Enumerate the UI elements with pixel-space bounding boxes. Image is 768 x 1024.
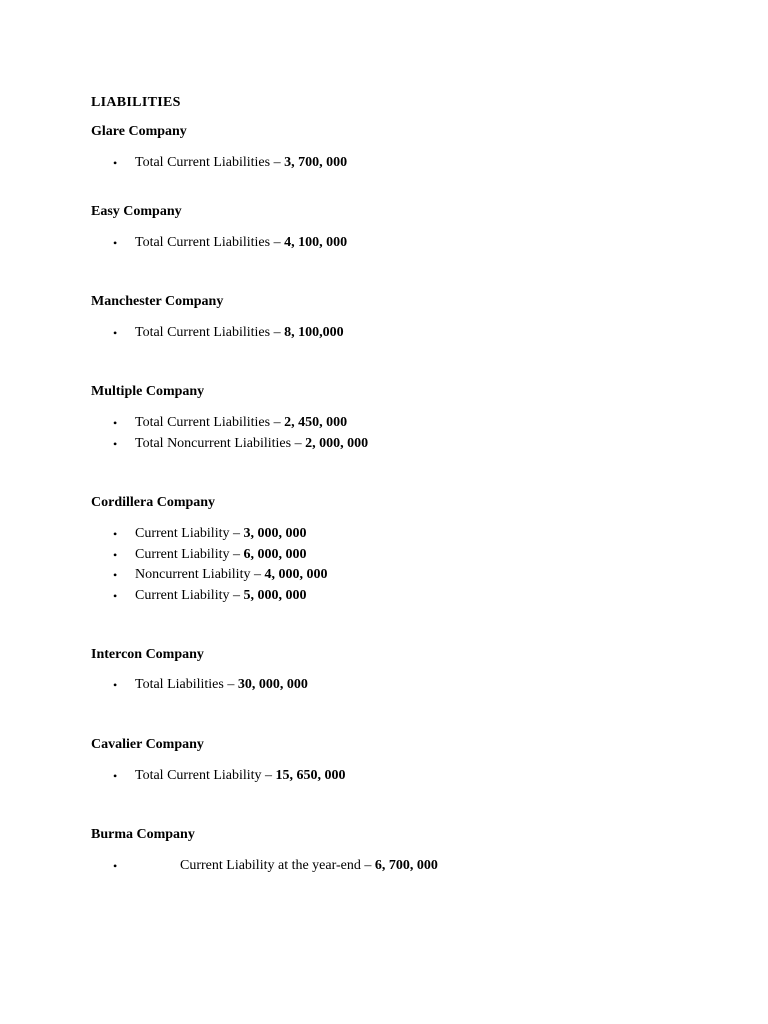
item-label: Total Current Liabilities – — [135, 325, 285, 340]
company-heading-cordillera: Cordillera Company — [91, 495, 216, 510]
bullet-icon: • — [113, 156, 118, 170]
item-label: Total Current Liabilities – — [135, 155, 285, 170]
item-value: 2, 000, 000 — [305, 435, 369, 451]
item-text — [135, 526, 306, 542]
item-value: 3, 700, 000 — [284, 155, 348, 170]
bullet-icon: • — [113, 236, 118, 250]
item-label: Current Liability – — [135, 526, 244, 541]
item-value: 4, 100, 000 — [284, 235, 348, 250]
bullet-icon: • — [113, 326, 118, 340]
item-value: 6, 700, 000 — [374, 858, 438, 873]
item-label: Noncurrent Liability – — [135, 567, 265, 582]
bullet-icon: • — [113, 527, 118, 541]
item-label: Total Current Liabilities – — [135, 235, 285, 250]
bullet-icon: • — [113, 769, 118, 783]
bullet-icon: • — [113, 416, 118, 430]
item-text — [135, 588, 306, 604]
company-heading-glare: Glare Company — [91, 124, 187, 139]
bullet-icon: • — [113, 568, 118, 582]
bullet-icon: • — [113, 588, 118, 603]
item-value: 8, 100,000 — [284, 325, 344, 340]
item-value: 30, 000, 000 — [237, 677, 308, 692]
item-text — [135, 677, 308, 693]
item-label: Current Liability – — [135, 546, 244, 562]
item-text — [135, 436, 368, 452]
item-text — [135, 768, 346, 784]
item-label: Total Current Liabilities – — [135, 415, 285, 430]
item-label: Current Liability – — [135, 587, 244, 603]
item-text — [135, 325, 344, 341]
item-value: 15, 650, 000 — [275, 768, 346, 783]
bullet-icon: • — [113, 436, 118, 451]
item-label: Total Noncurrent Liabilities – — [135, 435, 306, 451]
company-heading-multiple: Multiple Company — [91, 384, 205, 399]
item-text — [135, 547, 306, 563]
item-label: Total Liabilities – — [135, 677, 238, 692]
company-heading-intercon: Intercon Company — [91, 647, 204, 662]
item-text — [135, 235, 347, 251]
item-value: 2, 450, 000 — [284, 415, 348, 430]
bullet-icon: • — [113, 859, 118, 873]
item-value: 4, 000, 000 — [264, 567, 328, 582]
item-value: 6, 000, 000 — [243, 546, 307, 562]
bullet-icon: • — [113, 678, 118, 692]
item-value: 3, 000, 000 — [243, 526, 307, 541]
document-title: LIABILITIES — [91, 95, 181, 110]
company-heading-burma: Burma Company — [91, 827, 195, 842]
company-heading-cavalier: Cavalier Company — [91, 737, 204, 752]
item-text — [180, 858, 438, 874]
item-value: 5, 000, 000 — [243, 587, 307, 603]
company-heading-easy: Easy Company — [91, 204, 182, 219]
item-label: Current Liability at the year-end – — [180, 858, 375, 873]
company-heading-manchester: Manchester Company — [91, 294, 224, 309]
bullet-icon: • — [113, 547, 118, 562]
item-text — [135, 155, 347, 171]
item-text — [135, 567, 327, 583]
item-text — [135, 415, 347, 431]
item-label: Total Current Liability – — [135, 768, 276, 783]
